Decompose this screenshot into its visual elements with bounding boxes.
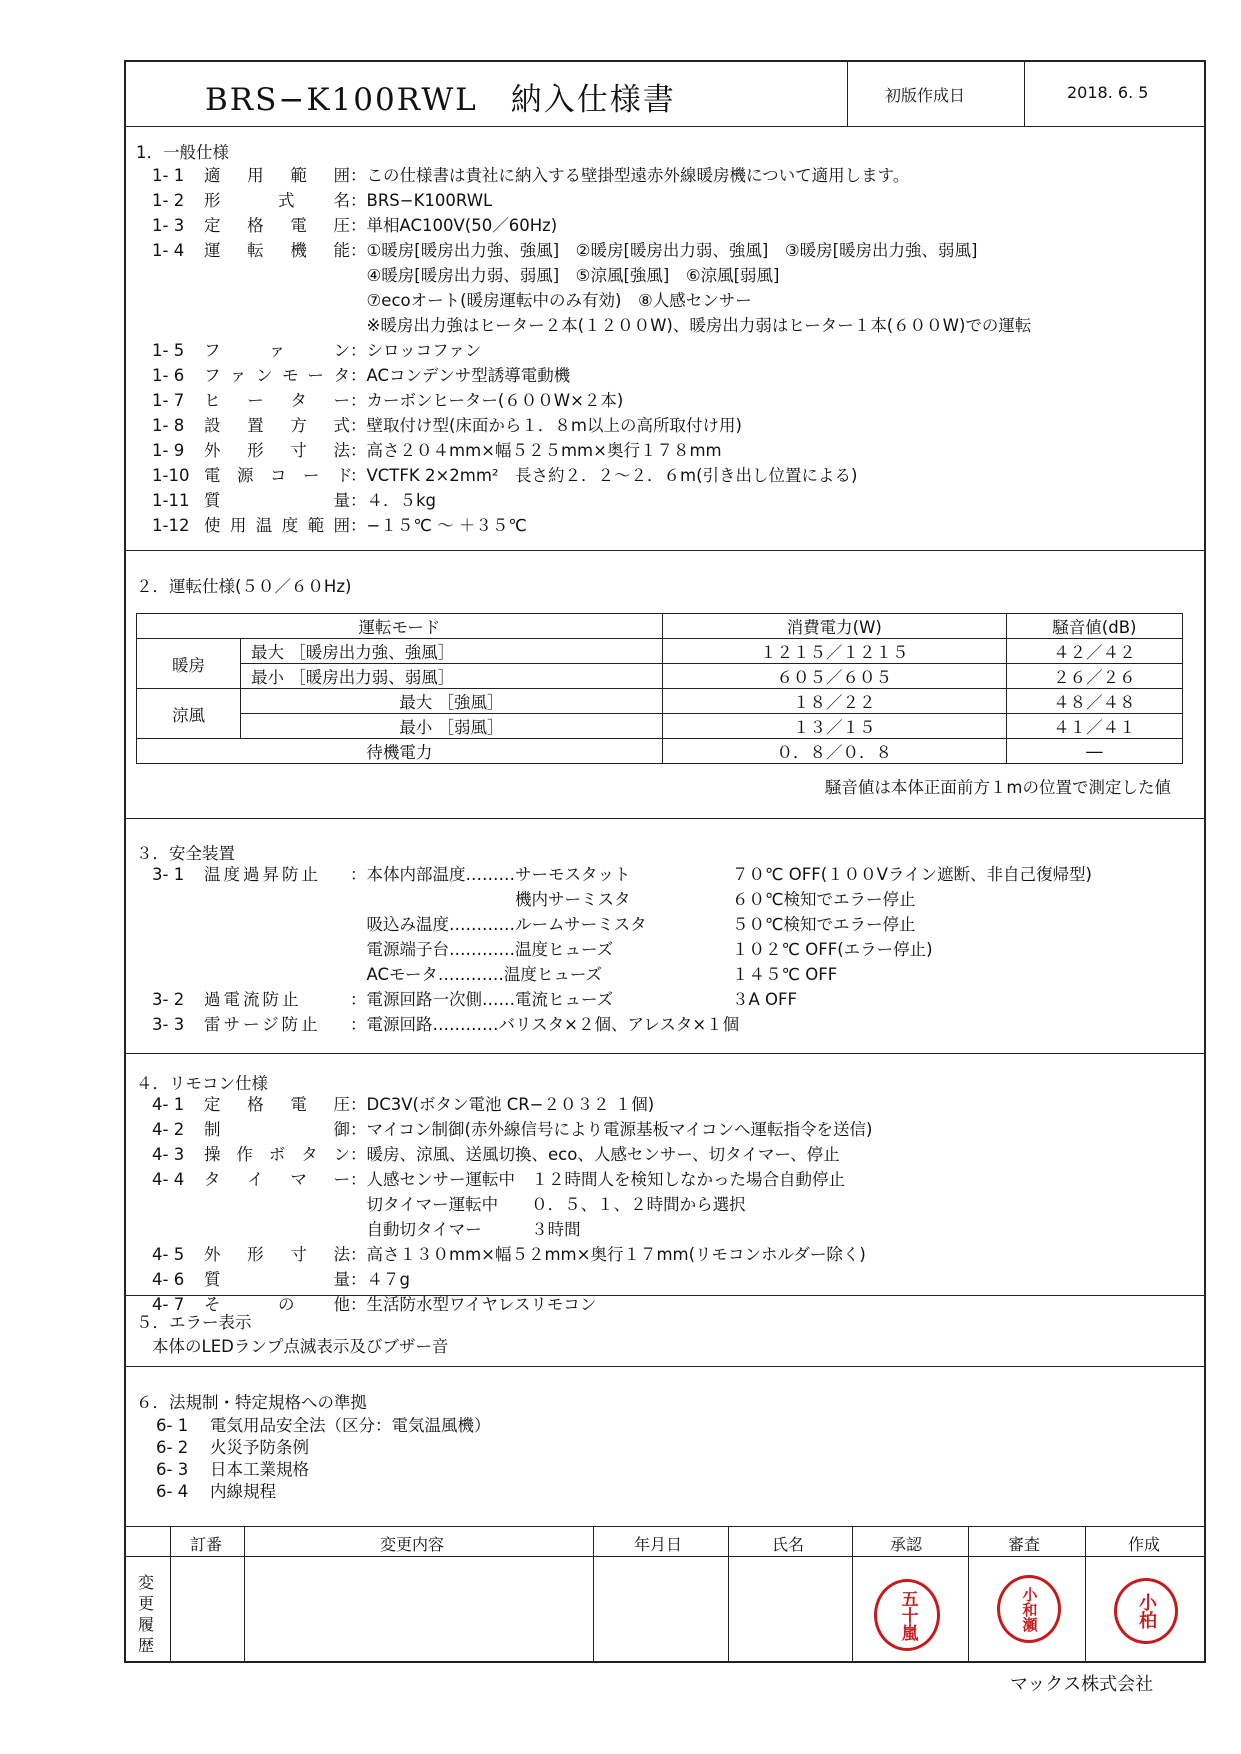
noise-cell: ― bbox=[1006, 739, 1182, 764]
item-label: タ イ マ ー bbox=[204, 1170, 350, 1189]
operation-table bbox=[136, 613, 1183, 764]
item-number: 6- 4 bbox=[156, 1482, 189, 1501]
divider bbox=[593, 1526, 594, 1663]
safety-row bbox=[152, 987, 1192, 1012]
spec-row bbox=[152, 488, 1192, 513]
item-label: そ の 他 bbox=[204, 1295, 350, 1314]
item-label: 雷サージ防止 bbox=[204, 1015, 321, 1034]
item-label: ファンモータ bbox=[204, 366, 350, 385]
divider bbox=[244, 1526, 245, 1663]
item-value: ：高さ１３０mm×幅５２mm×奥行１７mm(リモコンホルダー除く) bbox=[350, 1245, 866, 1264]
safety-row bbox=[152, 887, 1192, 912]
table-row bbox=[137, 739, 1183, 764]
item-detail: 機内サーミスタ bbox=[350, 890, 631, 909]
review-stamp-text: 小和瀬 bbox=[1020, 1586, 1039, 1632]
history-col-review: 審査 bbox=[1008, 1535, 1041, 1554]
divider bbox=[124, 1366, 1206, 1367]
spec-row bbox=[152, 1092, 1192, 1117]
item-setting: ７０℃ OFF(１００Vライン遮断、非自己復帰型) bbox=[732, 865, 1092, 884]
section-remote-heading: ４．リモコン仕様 bbox=[136, 1074, 268, 1093]
regulation-row bbox=[156, 1479, 756, 1501]
date-value: 2018. 6. 5 bbox=[1067, 83, 1149, 102]
item-number: 4- 5 bbox=[152, 1245, 185, 1264]
safety-row bbox=[152, 862, 1192, 887]
history-col-approval: 承認 bbox=[890, 1535, 923, 1554]
item-detail: ：本体内部温度………サーモスタット bbox=[350, 865, 631, 884]
history-col-name: 氏名 bbox=[772, 1535, 805, 1554]
remote-spec-list bbox=[152, 1092, 1192, 1317]
item-number: 1-12 bbox=[152, 516, 190, 535]
item-detail: ACモータ…………温度ヒューズ bbox=[350, 965, 603, 984]
item-value: ：この仕様書は貴社に納入する壁掛型遠赤外線暖房機について適用します。 bbox=[350, 166, 910, 185]
spec-row bbox=[152, 313, 1192, 338]
history-col-author: 作成 bbox=[1128, 1535, 1161, 1554]
item-value: ：単相AC100V(50／60Hz) bbox=[350, 216, 558, 235]
table-row bbox=[137, 714, 1183, 739]
spec-row bbox=[152, 263, 1192, 288]
item-value: ：シロッコファン bbox=[350, 341, 482, 360]
divider bbox=[124, 126, 1206, 127]
mode-cell: 最小 ［暖房出力弱、弱風］ bbox=[241, 664, 663, 689]
item-number: 1- 6 bbox=[152, 366, 185, 385]
item-value: ④暖房[暖房出力弱、弱風] ⑤涼風[強風] ⑥涼風[弱風] bbox=[350, 266, 780, 285]
section-operation-heading: ２．運転仕様(５０／６０Hz) bbox=[136, 577, 352, 596]
divider bbox=[968, 1526, 969, 1663]
spec-row bbox=[152, 338, 1192, 363]
item-value: ：壁取付け型(床面から１．８m以上の高所取付け用) bbox=[350, 416, 742, 435]
spec-row bbox=[152, 1192, 1192, 1217]
spec-row bbox=[152, 1267, 1192, 1292]
divider bbox=[124, 1295, 1206, 1296]
spec-row bbox=[152, 388, 1192, 413]
item-number: 3- 1 bbox=[152, 865, 185, 884]
col-header-power: 消費電力(W) bbox=[662, 614, 1006, 639]
item-number: 1-11 bbox=[152, 491, 190, 510]
divider bbox=[124, 818, 1206, 819]
history-col-date: 年月日 bbox=[634, 1535, 683, 1554]
noise-cell: ４２／４２ bbox=[1006, 639, 1182, 664]
item-value: ：４．５kg bbox=[350, 491, 437, 510]
item-value: ⑦ecoオート(暖房運転中のみ有効) ⑧人感センサー bbox=[350, 291, 752, 310]
spec-row bbox=[152, 213, 1192, 238]
item-number: 1-10 bbox=[152, 466, 190, 485]
divider bbox=[124, 1526, 1206, 1527]
item-value: ：生活防水型ワイヤレスリモコン bbox=[350, 1295, 597, 1314]
safety-row bbox=[152, 962, 1192, 987]
item-value: ：VCTFK 2×2mm² 長さ約２．２〜２．６m(引き出し位置による) bbox=[350, 466, 858, 485]
divider bbox=[124, 1053, 1206, 1054]
item-number: 3- 3 bbox=[152, 1015, 185, 1034]
item-number: 4- 7 bbox=[152, 1295, 185, 1314]
regulation-row bbox=[156, 1435, 756, 1457]
item-label: 過電流防止 bbox=[204, 990, 302, 1009]
col-header-noise: 騒音値(dB) bbox=[1006, 614, 1182, 639]
item-value: ：ACコンデンサ型誘導電動機 bbox=[350, 366, 571, 385]
item-label: 電 源 コ ー ド bbox=[204, 466, 353, 485]
error-text: 本体のLEDランプ点滅表示及びブザー音 bbox=[152, 1337, 449, 1356]
spec-row bbox=[152, 1217, 1192, 1242]
item-setting: ６０℃検知でエラー停止 bbox=[732, 890, 916, 909]
item-label: 設 置 方 式 bbox=[204, 416, 350, 435]
item-value: ：DC3V(ボタン電池 CR−２０３２ １個) bbox=[350, 1095, 655, 1114]
item-value: 自動切タイマー ３時間 bbox=[350, 1220, 581, 1239]
section-general-heading: 1．一般仕様 bbox=[136, 143, 229, 162]
divider bbox=[1024, 60, 1025, 126]
item-text: 内線規程 bbox=[210, 1482, 276, 1501]
spec-row bbox=[152, 1242, 1192, 1267]
item-label: 定 格 電 圧 bbox=[204, 216, 350, 235]
table-row bbox=[137, 664, 1183, 689]
item-detail: ：電源回路一次側……電流ヒューズ bbox=[350, 990, 614, 1009]
spec-row bbox=[152, 1142, 1192, 1167]
item-value: ：カーボンヒーター(６００W×２本) bbox=[350, 391, 624, 410]
mode-cell: 最小 ［弱風］ bbox=[241, 714, 663, 739]
power-cell: １３／１５ bbox=[662, 714, 1006, 739]
item-number: 4- 6 bbox=[152, 1270, 185, 1289]
safety-row bbox=[152, 912, 1192, 937]
history-col-rev: 訂番 bbox=[190, 1535, 223, 1554]
divider bbox=[170, 1526, 171, 1663]
divider bbox=[847, 60, 848, 126]
item-value: ：人感センサー運転中 １２時間人を検知しなかった場合自動停止 bbox=[350, 1170, 845, 1189]
item-number: 3- 2 bbox=[152, 990, 185, 1009]
item-setting: １０２℃ OFF(エラー停止) bbox=[732, 940, 933, 959]
date-label: 初版作成日 bbox=[885, 86, 966, 105]
item-number: 4- 3 bbox=[152, 1145, 185, 1164]
power-cell: ６０５／６０５ bbox=[662, 664, 1006, 689]
spec-row bbox=[152, 1117, 1192, 1142]
safety-row bbox=[152, 1012, 1192, 1037]
item-number: 1- 4 bbox=[152, 241, 185, 260]
noise-cell: ４１／４１ bbox=[1006, 714, 1182, 739]
item-label: 運 転 機 能 bbox=[204, 241, 350, 260]
spec-row bbox=[152, 413, 1192, 438]
power-cell: ０．８／０．８ bbox=[662, 739, 1006, 764]
regulation-list bbox=[156, 1413, 756, 1501]
item-label: ヒ ー タ ー bbox=[204, 391, 350, 410]
item-value: ：４７g bbox=[350, 1270, 410, 1289]
regulation-row bbox=[156, 1413, 756, 1435]
safety-list bbox=[152, 862, 1192, 1037]
item-label: 使用温度範囲 bbox=[204, 516, 350, 535]
noise-cell: ４８／４８ bbox=[1006, 689, 1182, 714]
item-text: 日本工業規格 bbox=[210, 1460, 309, 1479]
document-title: BRS−K100RWL 納入仕様書 bbox=[205, 82, 676, 118]
item-value: ：高さ２０４mm×幅５２５mm×奥行１７８mm bbox=[350, 441, 722, 460]
item-detail: 電源端子台…………温度ヒューズ bbox=[350, 940, 614, 959]
mode-cell: 最大 ［暖房出力強、強風］ bbox=[241, 639, 663, 664]
section-safety-heading: ３．安全装置 bbox=[136, 844, 235, 863]
item-label: 外 形 寸 法 bbox=[204, 441, 350, 460]
power-cell: １２１５／１２１５ bbox=[662, 639, 1006, 664]
item-number: 1- 2 bbox=[152, 191, 185, 210]
item-label: 操作ボタン bbox=[204, 1145, 350, 1164]
noise-cell: ２６／２６ bbox=[1006, 664, 1182, 689]
item-number: 6- 1 bbox=[156, 1416, 189, 1435]
item-value: ※暖房出力強はヒーター２本(１２００W)、暖房出力弱はヒーター１本(６００W)での運転 bbox=[350, 316, 1032, 335]
divider bbox=[124, 1556, 1206, 1557]
spec-row bbox=[152, 463, 1192, 488]
spec-row bbox=[152, 163, 1192, 188]
item-label: 温度過昇防止 bbox=[204, 865, 321, 884]
divider bbox=[728, 1526, 729, 1663]
group-label: 涼風 bbox=[137, 689, 241, 739]
spec-row bbox=[152, 238, 1192, 263]
item-value: ：暖房、涼風、送風切換、eco、人感センサー、切タイマー、停止 bbox=[350, 1145, 840, 1164]
author-stamp bbox=[1114, 1578, 1178, 1644]
section-error-heading: ５．エラー表示 bbox=[136, 1313, 252, 1332]
item-value: ：マイコン制御(赤外線信号により電源基板マイコンへ運転指令を送信) bbox=[350, 1120, 873, 1139]
history-col-content: 変更内容 bbox=[380, 1535, 445, 1554]
history-side-label: 変更履歴 bbox=[138, 1573, 155, 1655]
item-setting: ５０℃検知でエラー停止 bbox=[732, 915, 916, 934]
group-label: 暖房 bbox=[137, 639, 241, 689]
approval-stamp bbox=[874, 1579, 940, 1651]
company-name: マックス株式会社 bbox=[1010, 1674, 1154, 1695]
spec-row bbox=[152, 188, 1192, 213]
divider bbox=[124, 550, 1206, 551]
item-label: 質 量 bbox=[204, 1270, 350, 1289]
item-detail: 吸込み温度…………ルームサーミスタ bbox=[350, 915, 647, 934]
item-number: 6- 2 bbox=[156, 1438, 189, 1457]
section-regulation-heading: ６．法規制・特定規格への準拠 bbox=[136, 1393, 367, 1412]
item-number: 1- 7 bbox=[152, 391, 185, 410]
item-label: 形 式 名 bbox=[204, 191, 350, 210]
item-value: ：BRS−K100RWL bbox=[350, 191, 493, 210]
spec-row bbox=[152, 438, 1192, 463]
item-label: 制 御 bbox=[204, 1120, 350, 1139]
general-spec-list bbox=[152, 163, 1192, 538]
standby-label: 待機電力 bbox=[137, 739, 663, 764]
table-row bbox=[137, 689, 1183, 714]
spec-row bbox=[152, 513, 1192, 538]
item-label: 質 量 bbox=[204, 491, 350, 510]
divider bbox=[852, 1526, 853, 1663]
item-detail: ：電源回路…………バリスタ×２個、アレスタ×１個 bbox=[350, 1015, 740, 1034]
item-number: 1- 1 bbox=[152, 166, 185, 185]
item-number: 4- 4 bbox=[152, 1170, 185, 1189]
table-row bbox=[137, 639, 1183, 664]
item-number: 6- 3 bbox=[156, 1460, 189, 1479]
item-value: ：①暖房[暖房出力強、強風] ②暖房[暖房出力弱、強風] ③暖房[暖房出力強、弱風] bbox=[350, 241, 978, 260]
item-number: 1- 3 bbox=[152, 216, 185, 235]
author-stamp-text: 小柏 bbox=[1136, 1593, 1157, 1629]
item-label: 適 用 範 囲 bbox=[204, 166, 350, 185]
item-setting: ３A OFF bbox=[732, 990, 798, 1009]
item-number: 4- 1 bbox=[152, 1095, 185, 1114]
item-number: 1- 8 bbox=[152, 416, 185, 435]
item-number: 1- 5 bbox=[152, 341, 185, 360]
item-number: 1- 9 bbox=[152, 441, 185, 460]
item-label: 外 形 寸 法 bbox=[204, 1245, 350, 1264]
spec-row bbox=[152, 288, 1192, 313]
item-label: 定 格 電 圧 bbox=[204, 1095, 350, 1114]
divider bbox=[1085, 1526, 1086, 1663]
noise-note: 騒音値は本体正面前方１mの位置で測定した値 bbox=[824, 778, 1171, 797]
item-setting: １４５℃ OFF bbox=[732, 965, 838, 984]
regulation-row bbox=[156, 1457, 756, 1479]
review-stamp bbox=[997, 1575, 1061, 1643]
safety-row bbox=[152, 937, 1192, 962]
item-value: 切タイマー運転中 ０．５、１、２時間から選択 bbox=[350, 1195, 746, 1214]
item-label: フ ァ ン bbox=[204, 341, 350, 360]
col-header-mode: 運転モード bbox=[137, 614, 663, 639]
item-value: ：−１５℃ 〜 ＋３５℃ bbox=[350, 516, 527, 535]
mode-cell: 最大 ［強風］ bbox=[241, 689, 663, 714]
item-text: 火災予防条例 bbox=[210, 1438, 309, 1457]
approval-stamp-text: 五十嵐 bbox=[897, 1589, 918, 1641]
item-number: 4- 2 bbox=[152, 1120, 185, 1139]
spec-row bbox=[152, 1167, 1192, 1192]
power-cell: １８／２２ bbox=[662, 689, 1006, 714]
item-text: 電気用品安全法（区分：電気温風機） bbox=[210, 1416, 491, 1435]
spec-row bbox=[152, 363, 1192, 388]
